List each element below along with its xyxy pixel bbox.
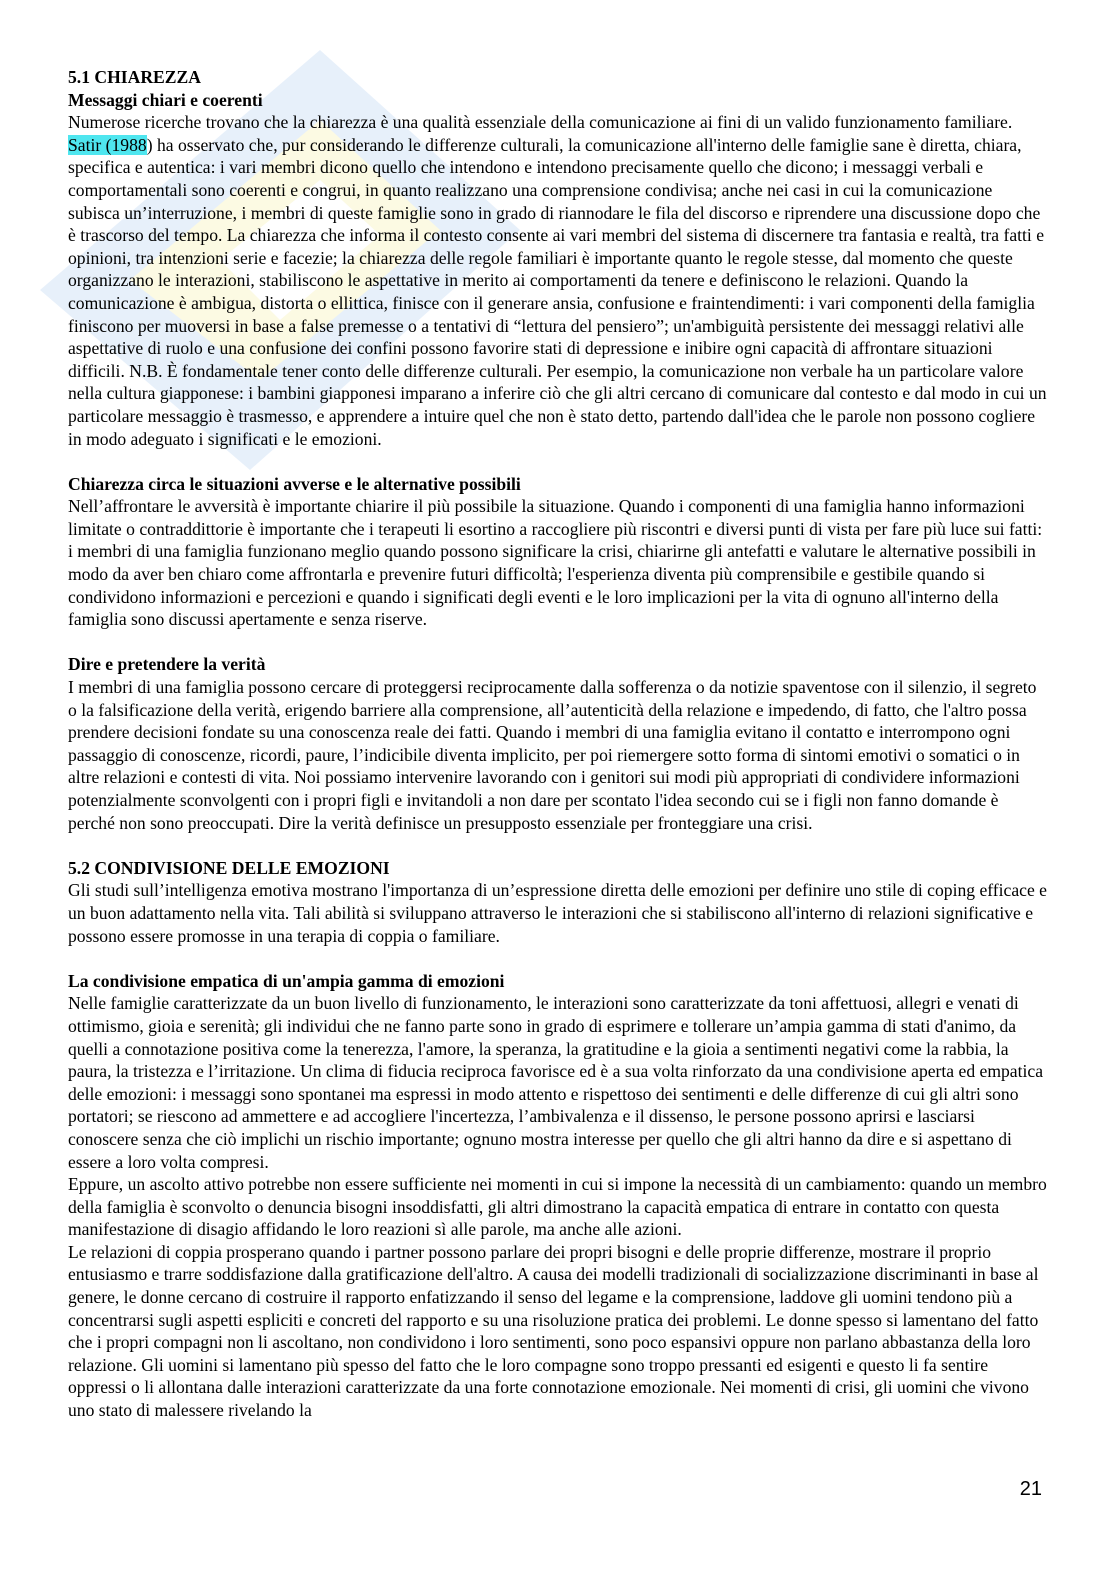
paragraph: Nelle famiglie caratterizzate da un buon livello di funzionamento, le interazioni sono caratterizzate da toni affettuosi, allegri e venati di ottimismo, gioia e serenità; gli individui che ne fanno parte sono in grado di esprimere e tollerare un’ampia gamma di stati d'animo, da quelli a connotazione positiva come la tenerezza, l'amore, la speranza, la gratitudine e la gioia a sentimenti negativi come la rabbia, la paura, la tristezza e l’irritazione. Un clima di fiducia reciproca favorisce ed è a sua volta rinforzato da una condivisione aperta ed empatica delle emozioni: i messaggi sono spontanei ma espressi in modo attento e rispettoso dei sentimenti e delle differenze di cui gli altri sono portatori; se riescono ad ammettere e ad accogliere l'incertezza, l’ambivalenza e il dissenso, le persone possono aprirsi e lasciarsi conoscere senza che ciò implichi un rischio importante; ognuno mostra interesse per quello che gli altri hanno da dire e si aspettano di essere a loro volta compresi.: [68, 993, 1044, 1172]
paragraph: Gli studi sull’intelligenza emotiva mostrano l'importanza di un’espressione diretta delle emozioni per definire uno stile di coping efficace e un buon adattamento nella vita. Tali abilità si sviluppano attraverso le interazioni che si stabiliscono all'interno di relazioni significative e possono essere promosse in una terapia di coppia o familiare.: [68, 880, 1047, 946]
page-number: 21: [1019, 1478, 1042, 1500]
subheading-verita: Dire e pretendere la verità: [68, 654, 266, 675]
section-title-5-1: 5.1 CHIAREZZA: [68, 67, 201, 87]
document-body: [68, 66, 1048, 1422]
paragraph: Eppure, un ascolto attivo potrebbe non essere sufficiente nei momenti in cui si impone la necessità di un cambiamento: quando un membro della famiglia è sconvolto o denuncia bisogni insoddisfatti, gli altri dimostrano la capacità empatica di entrare in contatto con questa manifestazione di disagio affidando le loro reazioni sì alle parole, ma anche alle azioni.: [68, 1174, 1047, 1240]
highlighted-citation: Satir (1988: [68, 134, 147, 155]
subheading-messaggi-chiari: Messaggi chiari e coerenti: [68, 89, 263, 110]
paragraph: Numerose ricerche trovano che la chiarezza è una qualità essenziale della comunicazione ai fini di un valido funzionamento familiare. Satir (1988) ha osservato che, pur considerando le differenze culturali, la comunicazione all'interno delle famiglie sane è diretta, chiara, specifica e autentica: i vari membri dicono quello che intendono e intendono precisamente quello che dicono; i messaggi verbali e comportamentali sono coerenti e congrui, in quanto realizzano una comprensione condivisa; anche nei casi in cui la comunicazione subisca un’interruzione, i membri di queste famiglie sono in grado di riannodare le fila del discorso e riprendere una discussione dopo che è trascorso del tempo. La chiarezza che informa il contesto consente ai vari membri del sistema di discernere tra fantasia e realtà, tra fatti e opinioni, tra intenzioni serie e facezie; la chiarezza delle regole familiari è importante quanto le regole stesse, dal momento che queste organizzano le interazioni, stabiliscono le aspettative in merito ai comportamenti da tenere e definiscono le relazioni. Quando la comunicazione è ambigua, distorta o ellittica, finisce con il generare ansia, confusione e fraintendimenti: i vari componenti della famiglia finiscono per muoversi in base a false premesse o a tentativi di “lettura del pensiero”; un'ambiguità persistente dei messaggi relativi alle aspettative di ruolo e una confusione dei confini possono favorire stati di depressione e inibire ogni capacità di affrontare situazioni difficili. N.B. È fondamentale tener conto delle differenze culturali. Per esempio, la comunicazione non verbale ha un particolare valore nella cultura giapponese: i bambini giapponesi imparano a inferire ciò che gli altri cercano di comunicare dal contesto e dal modo in cui un particolare messaggio è trasmesso, e apprendere a intuire quel che non è stato detto, partendo dall'idea che le parole non possono cogliere in modo adeguato i significati e le emozioni.: [68, 112, 1047, 449]
section-title-5-2: 5.2 CONDIVISIONE DELLE EMOZIONI: [68, 857, 390, 878]
subheading-situazioni-avverse: Chiarezza circa le situazioni avverse e le alternative possibili: [68, 473, 521, 494]
paragraph: Le relazioni di coppia prosperano quando i partner possono parlare dei propri bisogni e delle proprie differenze, mostrare il proprio entusiasmo e trarre soddisfazione dalla gratificazione dell'altro. A causa dei modelli tradizionali di socializzazione discriminanti in base al genere, le donne cercano di costruire il rapporto enfatizzando il senso del legame e la comprensione, laddove gli uomini tendono più a concentrarsi sugli aspetti espliciti e concreti del rapporto e su una risoluzione pratica dei problemi. Le donne spesso si lamentano del fatto che i propri compagni non li ascoltano, non condividono i loro sentimenti, sono poco espansivi oppure non parlano abbastanza della loro relazione. Gli uomini si lamentano più spesso del fatto che le loro compagne sono troppo pressanti ed esigenti e questo li fa sentire oppressi o li allontana dalle interazioni caratterizzate da una forte connotazione emozionale. Nei momenti di crisi, gli uomini che vivono uno stato di malessere rivelando la: [68, 1241, 1039, 1421]
paragraph: Nell’affrontare le avversità è importante chiarire il più possibile la situazione. Quando i componenti di una famiglia hanno informazioni limitate o contraddittorie è importante che i terapeuti li esortino a raccogliere più riscontri e diversi punti di vista per fare più luce sui fatti: i membri di una famiglia funzionano meglio quando possono significare la crisi, chiarirne gli antefatti e valutare le alternative possibili in modo da aver ben chiaro come affrontarla e prevenire futuri difficoltà; l'esperienza diventa più comprensibile e gestibile quando si condividono informazioni e percezioni e quando i significati degli eventi e le loro implicazioni per la vita di ognuno all'interno della famiglia sono discussi apertamente e senza riserve.: [68, 496, 1043, 630]
subheading-condivisione-empatica: La condivisione empatica di un'ampia gamma di emozioni: [68, 970, 505, 991]
paragraph: I membri di una famiglia possono cercare di proteggersi reciprocamente dalla sofferenza o da notizie spaventose con il silenzio, il segreto o la falsificazione della verità, erigendo barriere alla comprensione, all’autenticità della relazione e impedendo, di fatto, che l'altro possa prendere decisioni fondate su una conoscenza reale dei fatti. Quando i membri di una famiglia evitano il contatto e interrompono ogni passaggio di conoscenze, ricordi, paure, l’indicibile diventa implicito, per poi riemergere sotto forma di sintomi emotivi o somatici o in altre relazioni e contesti di vita. Noi possiamo intervenire lavorando con i genitori sui modi più appropriati di condividere informazioni potenzialmente sconvolgenti con i propri figli e invitandoli a non dare per scontato l'idea secondo cui se i figli non fanno domande è perché non sono preoccupati. Dire la verità definisce un presupposto essenziale per fronteggiare una crisi.: [68, 677, 1037, 833]
